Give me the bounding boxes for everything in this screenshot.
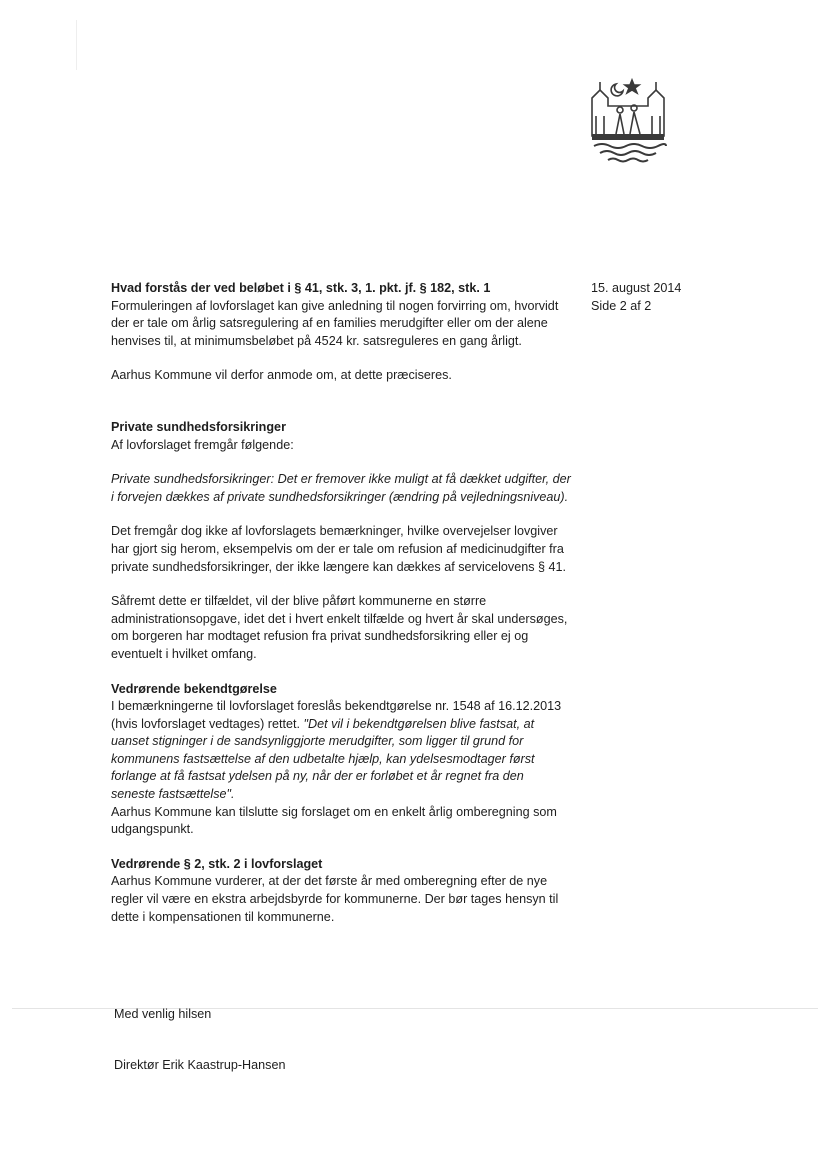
page-indicator: Side 2 af 2 <box>591 298 652 313</box>
quoted-text: Private sundhedsforsikringer: Det er fremover ikke muligt at få dækket udgifter, der i forvejen dækkes af private sundhedsforsikringer (ændring på vejledningsniveau). <box>111 472 571 504</box>
paragraph: Aarhus Kommune kan tilslutte sig forslaget om en enkelt årlig omberegning som udgangspunkt. <box>111 804 557 837</box>
section-heading: Vedrørende bekendtgørelse <box>111 681 277 696</box>
paragraph: Det fremgår dog ikke af lovforslagets bemærkninger, hvilke overvejelser lovgiver har gjort sig herom, eksempelvis om der er tale om refusion af medicinudgifter fra private sundhedsforsikringer, der ikke længere kan dækkes af servicelovens § 41. <box>111 524 567 574</box>
letter-meta <box>591 280 791 315</box>
section-heading: Vedrørende § 2, stk. 2 i lovforslaget <box>111 856 323 871</box>
paragraph-text: I bemærkningerne til lovforslaget foreslås bekendtgørelse nr. 1548 af 16.12.2013 (hvis lovforslaget vedtages) rettet. <box>111 699 562 731</box>
scan-artifact <box>76 20 77 70</box>
paragraph: Såfremt dette er tilfældet, vil der blive påført kommunerne en større administrationsopgave, idet det i hvert enkelt tilfælde og hvert år skal undersøges, om borgeren har modtaget refusion fra privat sundhedsforsikring eller ej og eventuelt i hvilket omfang. <box>111 594 568 661</box>
signer-name: Direktør Erik Kaastrup-Hansen <box>114 1058 286 1072</box>
letter-date: 15. august 2014 <box>591 281 682 295</box>
paragraph <box>111 698 571 804</box>
paragraph: Formuleringen af lovforslaget kan give anledning til nogen forvirring om, hvorvidt der er tale om årlig satsregulering af en families merudgifter eller om der alene henvises til, at minimumsbeløbet på 4524 kr. satsreguleres en gang årligt. <box>111 298 559 348</box>
section-heading: Hvad forstås der ved beløbet i § 41, stk. 3, 1. pkt. jf. § 182, stk. 1 <box>111 281 491 295</box>
paragraph: Aarhus Kommune vil derfor anmode om, at dette præciseres. <box>111 368 452 383</box>
section-heading: Private sundhedsforsikringer <box>111 419 286 434</box>
quoted-text: "Det vil i bekendtgørelsen blive fastsat, at uanset stigninger i de sandsynliggjorte merudgifter, som ligger til grund for kommunens fastsættelse af den udbetalte hjælp, kan ydelsesmodtager først forlange at få fastsat ydelsen på ny, når der er forløbet et år regnet fra den seneste fastsættelse". <box>111 716 535 802</box>
aarhus-coat-of-arms-icon <box>586 76 670 168</box>
letter-body <box>111 280 571 926</box>
paragraph: Aarhus Kommune vurderer, at der det første år med omberegning efter de nye regler vil være en ekstra arbejdsbyrde for kommunerne. Der bør tages hensyn til dette i kompensationen til kommunerne. <box>111 874 559 924</box>
closing: Med venlig hilsen <box>114 1007 212 1021</box>
paragraph: Af lovforslaget fremgår følgende: <box>111 437 294 452</box>
